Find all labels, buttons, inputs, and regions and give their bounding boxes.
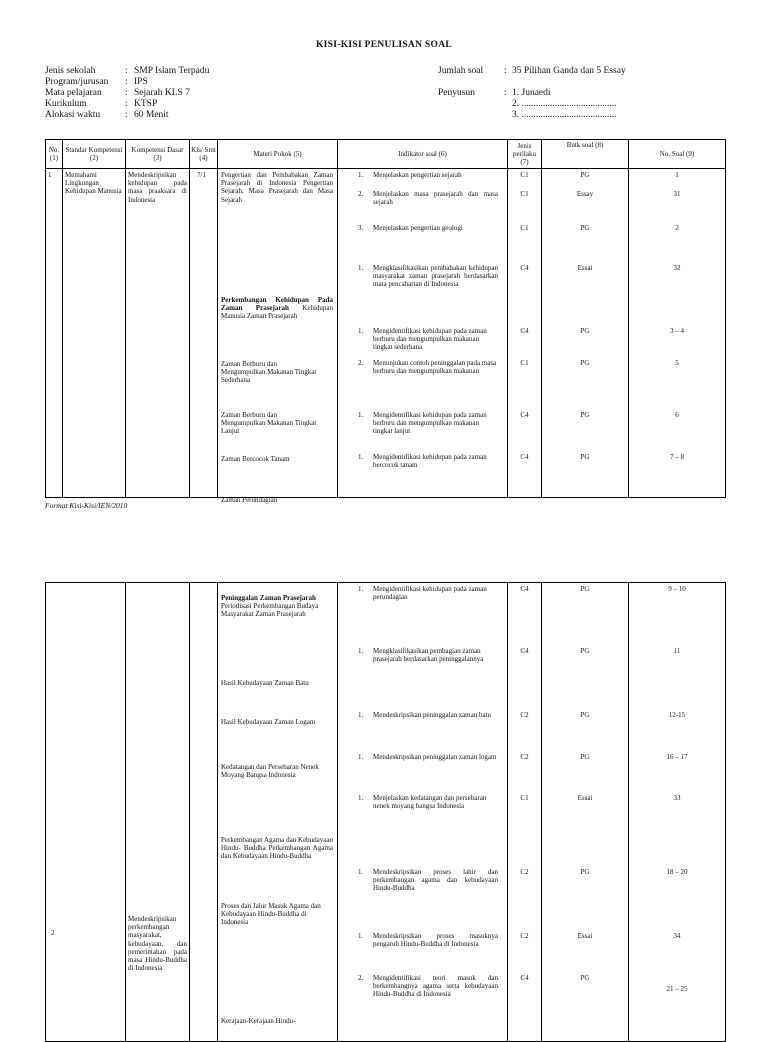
meta-value: 60 Menit: [134, 110, 169, 120]
materi-item: Hasil Kebudayaan Zaman Batu: [221, 679, 309, 687]
standar-kompetensi: Memahami Lingkungan Kehidupan Manusia: [65, 171, 122, 196]
meta-right: [438, 66, 626, 121]
indikator-item: 1. Mengidentifikasi kehidupan pada zaman berburu dan mengumpulkan makanan tingkat sederhana: [358, 327, 487, 352]
nosoal-value: 1: [675, 171, 679, 179]
meta-value: KTSP: [134, 99, 158, 109]
col-header-kd: Kompetensi Dasar (3): [126, 140, 190, 169]
bentuk-value: PG: [580, 974, 590, 982]
meta-value: 3. ........................................: [512, 110, 617, 120]
meta-label: Alokasi waktu: [45, 110, 101, 120]
meta-value: IPS: [134, 77, 148, 87]
bentuk-value: Essay: [576, 190, 594, 198]
indikator-item: 1. Mendeskripsikan peninggalan zaman logam: [358, 753, 497, 761]
jenis-value: C1: [520, 171, 529, 179]
table-row: [46, 169, 726, 498]
meta-value: SMP Islam Terpadu: [134, 66, 210, 76]
indikator-item: 1. Mengidentifikasi kehidupan pada zaman bercocok tanam: [358, 453, 487, 470]
bentuk-value: Essai: [577, 932, 593, 940]
bentuk-value: PG: [580, 647, 590, 655]
materi-pokok-cell: [218, 169, 337, 504]
bentuk-value: Essai: [577, 794, 593, 802]
nosoal-value: 3 – 4: [670, 327, 684, 335]
col-header-bntk: Bntk soal (8): [542, 140, 629, 169]
indikator-cell: [338, 169, 507, 497]
indikator-item: 1. Menjelaskan kedatangan dan persebaran nenek moyang bangsa Indonesia: [358, 794, 487, 811]
col-header-nosoal: No. Soal (9): [629, 140, 726, 169]
nosoal-value: 33: [673, 794, 681, 802]
jenis-value: C1: [520, 794, 529, 802]
meta-row: Program/jurusan : IPS: [45, 77, 148, 87]
nosoal-value: 9 – 10: [668, 585, 686, 593]
bentuk-cell: [542, 583, 628, 1041]
meta-row: [438, 99, 626, 110]
indikator-item: 1. Mengklasifikasikan pembabakan kehidupan masyarakat zaman prasejarah berdasarkan mata pencaharian di Indonesia: [358, 264, 498, 289]
jenis-value: C4: [520, 411, 529, 419]
nosoal-value: 21 – 25: [666, 985, 688, 993]
header-row: [46, 140, 726, 169]
indikator-item: 1. Menjelaskan pengertian sejarah: [358, 171, 462, 179]
col-header-no: No. (1): [46, 140, 63, 169]
meta-value: 2. ........................................: [512, 99, 617, 109]
bentuk-value: PG: [580, 453, 590, 461]
bentuk-value: PG: [580, 585, 590, 593]
bentuk-value: PG: [580, 171, 590, 179]
jenis-cell: [508, 583, 541, 1041]
jenis-value: C2: [520, 868, 529, 876]
col-header-kls: Kls/ Smt (4): [190, 140, 218, 169]
meta-label: Jenis sekolah: [45, 66, 96, 76]
jenis-cell: [508, 169, 541, 497]
materi-item: Pengertian dan Pembabakan Zaman Prasejarah di Indonesia Pengertian Sejarah, Masa Prasejarah dan Masa Sejarah: [221, 171, 333, 204]
nosoal-value: 11: [673, 647, 681, 655]
meta-label: Kurikulum: [45, 99, 87, 109]
indikator-item: 2. Menunjukan contoh peninggalan pada masa berburu dan mengumpulkan makanan: [358, 359, 497, 376]
indikator-item: 1. Mengidentifikasi kehidupan pada zaman perundagian: [358, 585, 487, 602]
meta-label: Mata pelajaran: [45, 88, 102, 98]
materi-item: Zaman Perundagian: [221, 496, 278, 504]
bentuk-value: PG: [580, 359, 590, 367]
kisi-kisi-table-2: [45, 582, 726, 1042]
nosoal-value: 12-15: [668, 711, 686, 719]
materi-item: Perkembangan Agama dan Kebudayaan Hindu- Buddha Perkembangan Agama dan Kebudayaan Hindu-Buddha: [221, 836, 333, 861]
bentuk-value: PG: [580, 224, 590, 232]
nosoal-value: 16 – 17: [666, 753, 688, 761]
meta-value: 1. Junaedi: [512, 88, 551, 98]
meta-row: Kurikulum : KTSP: [45, 99, 158, 109]
nosoal-value: 32: [673, 264, 681, 272]
bentuk-value: PG: [580, 327, 590, 335]
materi-pokok-cell: [218, 583, 337, 1041]
materi-item: Kerajaan-Kerajaan Hindu-: [221, 1017, 296, 1025]
kompetensi-dasar: Mendeskripsikan kehidupan pada masa praaksara di Indonesia: [128, 171, 187, 204]
indikator-item: 1. Mendeskripsikan peninggalan zaman batu: [358, 711, 491, 719]
nosoal-value: 34: [673, 932, 681, 940]
kompetensi-dasar: Mendeskripsikan perkembangan masyarakat, kebudayaan, dan pemerintahan pada masa Hindu-Buddha di Indonesia: [128, 915, 187, 973]
meta-row: Jenis sekolah : SMP Islam Terpadu: [45, 66, 210, 76]
jenis-value: C2: [520, 711, 529, 719]
jenis-value: C4: [520, 974, 529, 982]
indikator-cell: [338, 583, 507, 1041]
jenis-value: C1: [520, 359, 529, 367]
kelas-semester: 7/1: [197, 171, 206, 179]
materi-item: Hasil Kebudayaan Zaman Logam: [221, 718, 316, 726]
nosoal-value: 2: [675, 224, 679, 232]
meta-row: [438, 110, 626, 121]
nosoal-cell: [629, 583, 725, 1041]
bentuk-value: PG: [580, 753, 590, 761]
meta-row: Penyusun : 1. Junaedi: [438, 88, 551, 98]
jenis-value: C4: [520, 647, 529, 655]
materi-item: Proses dan Jalur Masuk Agama dan Kebudayaan Hindu-Buddha di Indonesia: [221, 902, 321, 927]
materi-item: Zaman Berburu dan Mengumpulkan Makanan Tingkat Sederhana: [221, 360, 317, 385]
jenis-value: C1: [520, 224, 529, 232]
meta-label: Program/jurusan: [45, 77, 109, 87]
jenis-value: C4: [520, 453, 529, 461]
materi-item: Kedatangan dan Persebaran Nenek Moyang Bangsa Indonesia: [221, 763, 319, 780]
meta-row: Jumlah soal : 35 Pilihan Ganda dan 5 Essay: [438, 66, 626, 76]
indikator-item: 3. Menjelaskan pengertian geologi: [358, 224, 463, 232]
bentuk-cell: [542, 169, 628, 497]
jenis-value: C4: [520, 327, 529, 335]
bentuk-value: PG: [580, 711, 590, 719]
jenis-value: C2: [520, 932, 529, 940]
nosoal-value: 18 – 20: [666, 868, 688, 876]
jenis-value: C1: [520, 190, 529, 198]
row-number: 2: [51, 929, 55, 937]
meta-row: Mata pelajaran : Sejarah KLS 7: [45, 88, 190, 98]
col-header-indikator: Indikator soal (6): [338, 140, 508, 169]
bentuk-value: PG: [580, 868, 590, 876]
indikator-item: 1. Mendeskripsikan proses lahir dan perkembangan agama dan kebudayaan Hindu-Buddha: [358, 868, 498, 893]
materi-item: Zaman Bercocok Tanam: [221, 455, 290, 463]
indikator-item: 2. Mengidentifikasi teori masuk dan berkembangnya agama serta kebudayaan Hindu-Buddha di Indonesia: [358, 974, 498, 999]
materi-item: Perkembangan Kehidupan Pada Zaman Prasejarah Kehidupan Manusia Zaman Prasejarah: [221, 296, 333, 321]
nosoal-value: 31: [673, 190, 681, 198]
nosoal-value: 7 – 8: [670, 453, 684, 461]
nosoal-value: 5: [675, 359, 679, 367]
meta-left: [45, 66, 209, 121]
meta-label: Penyusun: [438, 88, 475, 98]
indikator-item: 2. Menjelaskan masa prasejarah dan masa sejarah: [358, 190, 498, 207]
format-footer: Format Kisi-Kisi/IEN/2010: [45, 501, 128, 510]
jenis-value: C4: [520, 585, 529, 593]
bentuk-value: Essai: [577, 264, 593, 272]
kisi-kisi-table-1: [45, 139, 726, 504]
jenis-value: C4: [520, 264, 529, 272]
col-header-materi: Materi Pokok (5): [218, 140, 338, 169]
col-header-sk: Standar Kompetensi (2): [63, 140, 126, 169]
table-row: [46, 583, 726, 1042]
nosoal-cell: [629, 169, 725, 497]
indikator-item: 1. Mendeskripsikan proses masuknya pengaruh Hindu-Buddha di Indonesia: [358, 932, 498, 949]
meta-label: Jumlah soal: [438, 66, 484, 76]
materi-item: Zaman Berburu dan Mengumpulkan Makanan Tingkat Lanjut: [221, 411, 317, 436]
materi-item: Peninggalan Zaman Prasejarah Periodisasi Perkembangan Budaya Masyarakat Zaman Prasejarah: [221, 594, 319, 619]
bentuk-value: PG: [580, 411, 590, 419]
nosoal-value: 6: [675, 411, 679, 419]
meta-row: Alokasi waktu : 60 Menit: [45, 110, 169, 120]
jenis-value: C2: [520, 753, 529, 761]
page-title: KISI-KISI PENULISAN SOAL: [315, 40, 452, 50]
col-header-jenis: Jenis perilaku (7): [508, 140, 542, 169]
meta-value: Sejarah KLS 7: [134, 88, 190, 98]
indikator-item: 1. Mengklasifikasikan pembagian zaman prasejarah berdasarkan peninggalannya: [358, 647, 484, 664]
indikator-item: 1. Mengidentifikasi kehidupan pada zaman berburu dan mengumpulkan makanan tingkat lanjut: [358, 411, 487, 436]
meta-value: 35 Pilihan Ganda dan 5 Essay: [512, 66, 626, 76]
row-number: 1: [48, 171, 52, 179]
